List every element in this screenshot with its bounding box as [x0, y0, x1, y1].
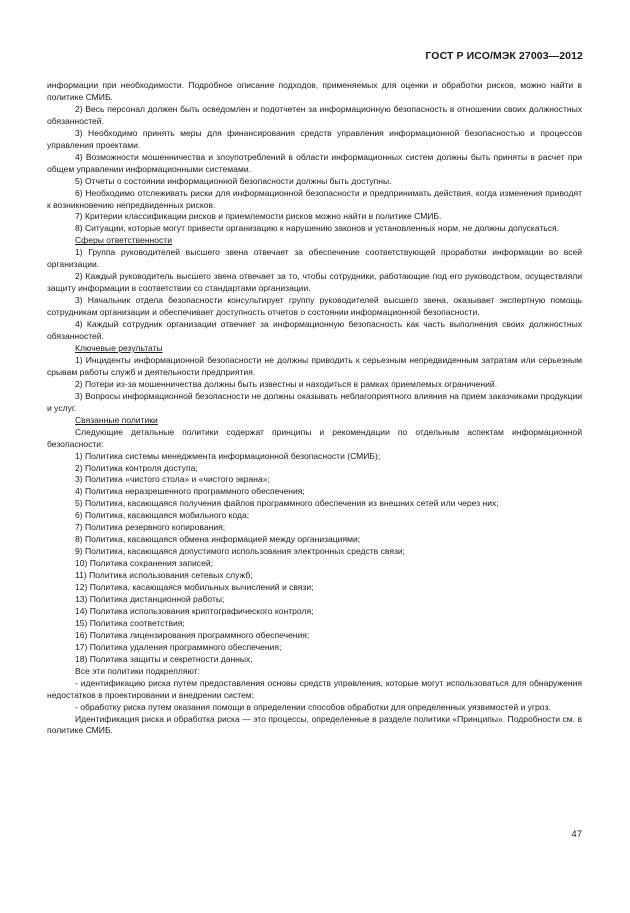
paragraph: 2) Каждый руководитель высшего звена отвечает за то, чтобы сотрудники, работающие под его руководством, осуществляли защиту информации в соответствии со стандартами организации. [47, 271, 582, 294]
paragraph: 7) Критерии классификации рисков и приемлемости рисков можно найти в политике СМИБ. [75, 211, 442, 222]
policy-list-item: 1) Политика системы менеджмента информационной безопасности (СМИБ); [75, 450, 381, 461]
paragraph: 5) Отчеты о состоянии информационной безопасности должны быть доступны. [75, 175, 392, 186]
paragraph: информации при необходимости. Подробное описание подходов, применяемых для оценки и обработки рисков, можно найти в политике СМИБ. [47, 80, 582, 102]
policy-list-item: 5) Политика, касающаяся получения файлов программного обеспечения из внешних сетей или через них; [75, 498, 499, 509]
policy-list-item: 12) Политика, касающаяся мобильных вычислений и связи; [75, 582, 314, 593]
paragraph: - обработку риска путем оказания помощи в определении способов обработки для определенных уязвимостей и угроз. [75, 701, 551, 712]
policy-list-item: 16) Политика лицензирования программного обеспечения; [75, 629, 310, 640]
policy-list-item: 18) Политика защиты и секретности данных. [75, 653, 253, 664]
paragraph: 2) Потери из-за мошенничества должны быть известны и находиться в рамках приемлемых ограничений. [75, 378, 498, 389]
policy-list-item: 3) Политика «чистого стола» и «чистого экрана»; [75, 474, 270, 485]
page-number: 47 [571, 829, 582, 840]
section-heading-key-results: Ключевые результаты [75, 342, 163, 353]
paragraph: 8) Ситуации, которые могут привести организацию к нарушению законов и установленных норм, не должны допускаться. [75, 223, 560, 234]
policy-list-item: 15) Политика соответствия; [75, 617, 185, 628]
policy-list-item: 8) Политика, касающаяся обмена информацией между организациями; [75, 534, 361, 545]
policy-list-item: 4) Политика неразрешенного программного обеспечения; [75, 486, 305, 497]
policy-list-item: 14) Политика использования криптографического контроля; [75, 605, 314, 616]
paragraph: Идентификация риска и обработка риска — это процессы, определенные в разделе политики «Принципы». Подробности см. в политике СМИБ. [47, 713, 582, 736]
paragraph: 1) Инциденты информационной безопасности не должны приводить к серьезным непредвиденным затратам или серьезным срывам работы служб и деятельности предприятия. [47, 354, 582, 377]
policy-list-item: 10) Политика сохранения записей; [75, 558, 213, 569]
policy-list-item: 9) Политика, касающаяся допустимого использования электронных средств связи; [75, 546, 406, 557]
policy-list-item: 7) Политика резервного копирования; [75, 522, 226, 533]
policy-list-item: 13) Политика дистанционной работы; [75, 593, 225, 604]
paragraph: 6) Необходимо отслеживать риски для информационной безопасности и предпринимать действия, когда изменения приводят к возникновению непредвиденных рисков. [47, 187, 582, 210]
paragraph: 3) Необходимо принять меры для финансирования средств управления информационной безопасностью и процессов управления проектами. [47, 127, 582, 150]
section-heading-related-policies: Связанные политики [75, 414, 158, 425]
paragraph: 3) Вопросы информационной безопасности не должны оказывать неблагоприятного влияния на прием заказчиками продукции и услуг. [47, 390, 582, 413]
policy-list-item: 6) Политика, касающаяся мобильного кода; [75, 510, 250, 521]
paragraph: 1) Группа руководителей высшего звена отвечает за обеспечение соответствующей проработки информации во всей организации. [47, 247, 582, 270]
paragraph: - идентификацию риска путем предоставления основы средств управления, которые могут использоваться для обнаружения недостатков в проектировании и внедрении систем; [47, 677, 582, 700]
policy-list-item: 11) Политика использования сетевых служб; [75, 570, 253, 581]
policy-list-item: 2) Политика контроля доступа; [75, 462, 198, 473]
paragraph: 4) Каждый сотрудник организации отвечает за информационную безопасность как часть выполнения своих должностных обязанностей. [47, 319, 582, 342]
standard-header: ГОСТ Р ИСО/МЭК 27003—2012 [425, 50, 583, 62]
paragraph: Все эти политики подкрепляют: [75, 665, 201, 676]
paragraph: 2) Весь персонал должен быть осведомлен и подотчетен за информационную безопасность в отношении своих должностных обязанностей. [47, 103, 582, 126]
paragraph: Следующие детальные политики содержат принципы и рекомендации по отдельным аспектам информационной безопасности: [47, 426, 582, 449]
policy-list-item: 17) Политика удаления программного обеспечения; [75, 641, 282, 652]
paragraph: 3) Начальник отдела безопасности консультирует группу руководителей высшего звена, оказывает экспертную помощь сотрудникам организации и обеспечивает доступность отчетов о состоянии информационной безопасности. [47, 295, 582, 318]
section-heading-responsibilities: Сферы ответственности [75, 235, 172, 246]
paragraph: 4) Возможности мошенничества и злоупотреблений в области информационных систем должны быть приняты в расчет при общем управлении информационными системами. [47, 151, 582, 174]
document-body [47, 80, 582, 737]
